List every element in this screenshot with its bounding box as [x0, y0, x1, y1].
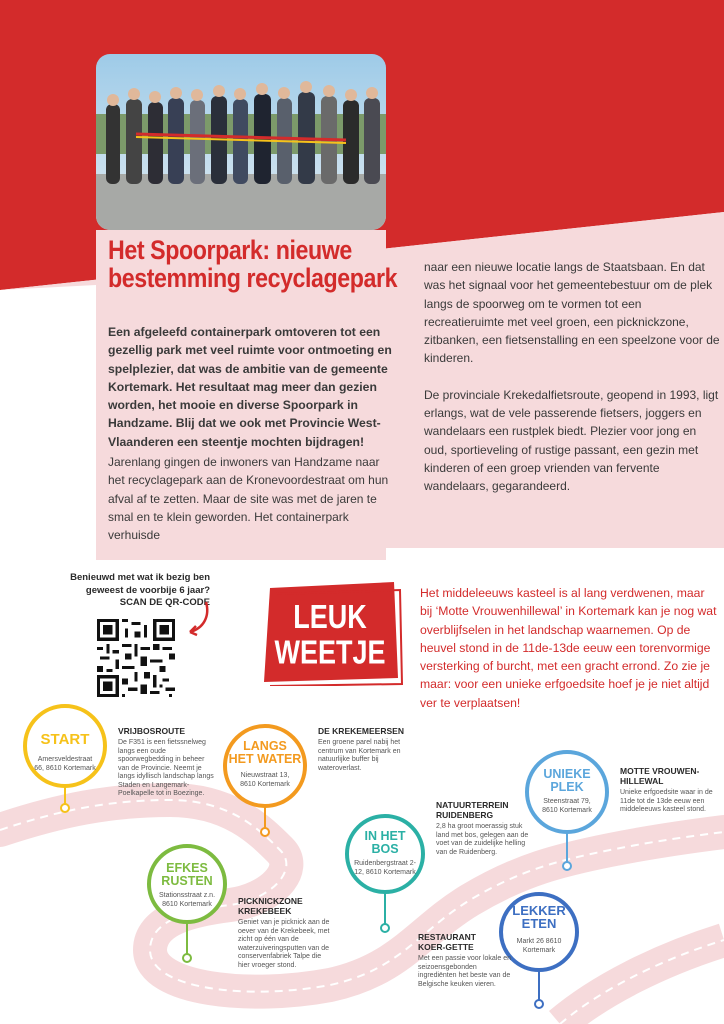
pin-bos-title-2: BOS — [371, 841, 399, 856]
pin-eten-address: Markt 26 8610 Kortemark — [516, 938, 562, 954]
right-column — [424, 258, 720, 514]
desc-picknickzone-title: PICKNICKZONE KREKEBEEK — [238, 896, 303, 916]
desc-natuurterrein-title: NATUURTERREIN RUIDENBERG — [436, 800, 509, 820]
leuk-label: LEUK — [293, 599, 367, 636]
pin-water[interactable] — [220, 722, 310, 840]
pin-bos-address: Ruidenbergstraat 2-12, 8610 Kortemark — [354, 860, 416, 876]
pin-rusten[interactable] — [144, 842, 230, 966]
pin-water-title-1: LANGS — [243, 739, 287, 753]
pin-plek-title — [522, 768, 612, 793]
desc-natuurterrein — [436, 800, 532, 857]
pin-rusten-title-1: EFKES — [166, 861, 208, 875]
body-paragraph-3: De provinciale Krekedalfietsroute, geopend in 1993, ligt erlangs, wat de vele passerende fietsers, joggers en wandelaars een rustplek biedt. Plezier voor jong en oud, sportieveling of rustige passant, een gezin met kinderen of een groep vrienden van fervente wandelaars, gegarandeerd. — [424, 387, 719, 494]
ceremony-photo — [96, 54, 386, 230]
desc-restaurant — [418, 932, 512, 989]
pin-eten-title — [496, 904, 582, 930]
body-paragraph-2: naar een nieuwe locatie langs de Staatsbaan. En dat was het signaal voor het gemeentebestuur om de plek langs de spoorweg om te vormen tot een recreatieruimte met veel groen, een picknickzone, zitbanken, een fietsenstalling en een speelzone voor de kinderen. — [424, 260, 720, 366]
pin-start-address: Amersveldestraat 66, 8610 Kortemark — [34, 756, 96, 772]
desc-restaurant-text: Met een passie voor lokale en seizoensgebonden ingrediënten het beste van de Belgische keuken vieren. — [418, 955, 511, 988]
desc-picknickzone-text: Geniet van je picknick aan de oever van de Krekebeek, met zicht op één van de waterzuiveringsputten van de conservenfabriek Talpe die hier vroeger stond. — [238, 919, 330, 969]
pin-plek[interactable] — [522, 750, 612, 874]
title-line-1: Het Spoorpark: nieuwe — [108, 235, 352, 265]
pin-rusten-title — [144, 862, 230, 887]
pin-bos[interactable] — [342, 812, 428, 936]
pin-plek-title-2: PLEK — [550, 779, 584, 794]
pin-rusten-title-2: RUSTEN — [161, 873, 213, 888]
qr-line-3: SCAN DE QR-CODE — [119, 597, 210, 608]
pin-bos-title-1: IN HET — [364, 829, 406, 843]
qr-code[interactable] — [97, 619, 175, 697]
pin-water-title-2: HET WATER — [228, 751, 302, 766]
intro-paragraph: Een afgeleefd containerpark omtoveren tot een gezellig park met veel ruimte voor ontmoeting en spelplezier, dat was de ambitie van de gemeente Kortemark. Het resultaat mag meer dan gezien worden, het mooie en diverse Spoorpark in Handzame. Blij dat we ook met Provincie West-Vlaanderen een steentje mochten bijdragen! — [108, 325, 392, 449]
pin-start[interactable] — [20, 704, 110, 814]
leuk-weetje-badge — [258, 582, 403, 686]
desc-motte — [620, 766, 716, 815]
desc-krekemeersen-title: DE KREKEMEERSEN — [318, 726, 404, 736]
desc-vrijbosroute-text: De F351 is een fietssnelweg langs een oude spoorwegbedding in beheer van de Provincie. Neemt je langs idyllisch landschap langs Staden en Langemark-Poelkapelle tot in Boezinge. — [118, 739, 214, 797]
pin-water-address: Nieuwstraat 13, 8610 Kortemark — [240, 772, 290, 788]
title-line-2: bestemming recyclagepark — [108, 263, 398, 293]
pin-rusten-address: Stationsstraat z.n. 8610 Kortemark — [158, 892, 216, 908]
desc-restaurant-title: RESTAURANT KOER-GETTE — [418, 932, 476, 952]
desc-vrijbosroute-title: VRIJBOSROUTE — [118, 726, 186, 736]
pin-plek-title-1: UNIEKE — [543, 767, 591, 781]
qr-line-2: geweest de voorbije 6 jaar? — [85, 584, 210, 596]
pin-plek-address: Steenstraat 79, 8610 Kortemark — [542, 798, 592, 814]
weetje-paragraph: Het middeleeuws kasteel is al lang verdwenen, maar bij ‘Motte Vrouwenhillewal’ in Kortemark kan je nog wat overblijfselen in het landschap waarnemen. Op de heuvel stond in de 11de-13de eeuw een torenvormige versterking of burcht, met een gracht errond. Zo zie je maar: voor een unieke erfgoedsite hoef je je niet altijd ver te verplaatsen! — [420, 586, 717, 710]
body-paragraph-1: Jarenlang gingen de inwoners van Handzame naar het recyclagepark aan de Kronevoordestraat om hun afval af te zetten. Maar de site was met de jaren te smal en te klein geworden. Het containerpark verhuisde — [108, 455, 389, 543]
pin-water-title — [220, 740, 310, 765]
qr-line-1: Benieuwd met wat ik bezig ben — [70, 572, 210, 583]
desc-motte-text: Unieke erfgoedsite waar in de 11de tot de 13de eeuw een middeleeuws kasteel stond. — [620, 789, 713, 813]
pin-start-title: START — [40, 731, 90, 748]
pin-eten-title-2: ETEN — [521, 916, 557, 931]
desc-krekemeersen-text: Een groene parel nabij het centrum van Kortemark en natuurlijke buffer bij wateroverlast. — [318, 739, 401, 772]
desc-motte-title: MOTTE VROUWEN- HILLEWAL — [620, 766, 700, 786]
pin-eten-title-1: LEKKER — [512, 903, 566, 918]
desc-vrijbosroute — [118, 726, 214, 799]
desc-natuurterrein-text: 2,8 ha groot moerassig stuk land met bos, gelegen aan de voet van de zuidelijke helling van de Ruidenberg. — [436, 823, 529, 856]
arrow-icon — [184, 598, 214, 638]
weetje-label: WEETJE — [274, 634, 386, 672]
article-title — [108, 236, 409, 292]
pin-bos-title — [342, 830, 428, 855]
desc-krekemeersen — [318, 726, 418, 773]
desc-picknickzone — [238, 896, 334, 970]
